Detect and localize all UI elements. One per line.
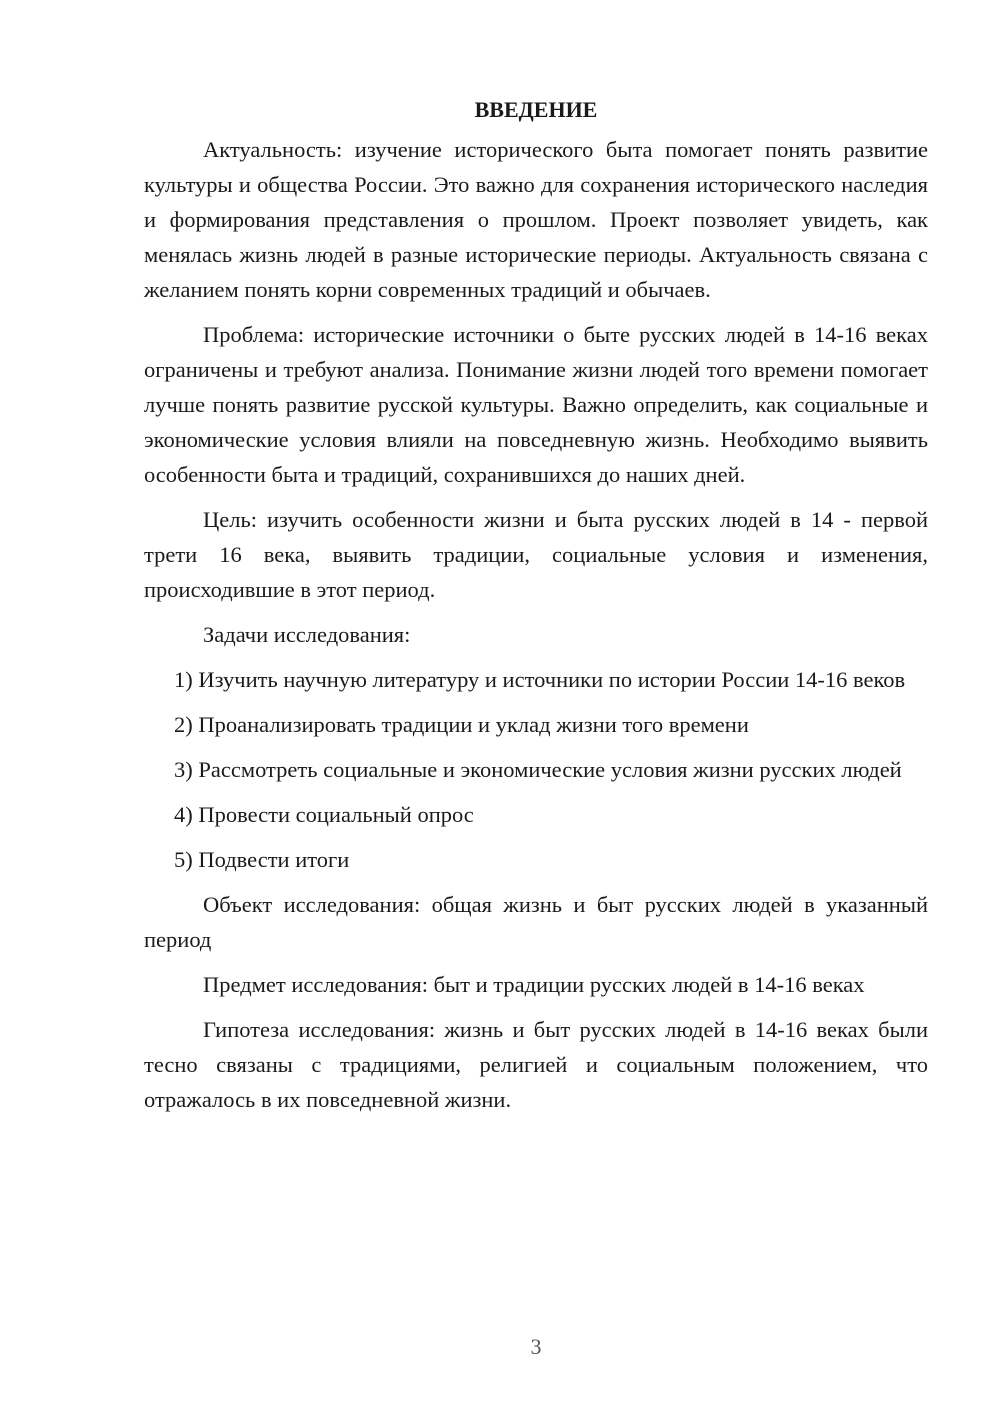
paragraph-goal: Цель: изучить особенности жизни и быта русских людей в 14 - первой трети 16 века, выявить традиции, социальные условия и изменения, происходившие в этот период. [144,507,928,602]
paragraph-subject: Предмет исследования: быт и традиции русских людей в 14-16 веках [203,972,865,997]
tasks-heading: Задачи исследования: [203,622,411,647]
section-title: ВВЕДЕНИЕ [474,97,598,122]
paragraph-object: Объект исследования: общая жизнь и быт русских людей в указанный период [144,892,928,952]
page-number: 3 [530,1334,542,1359]
document-page [144,92,928,1127]
paragraph-relevance: Актуальность: изучение исторического быта помогает понять развитие культуры и общества России. Это важно для сохранения исторического наследия и формирования представления о прошлом. Проект позволяет увидеть, как менялась жизнь людей в разные исторические периоды. Актуальность связана с желанием понять корни современных традиций и обычаев. [144,137,928,302]
tasks-list [144,662,928,877]
paragraph-problem: Проблема: исторические источники о быте русских людей в 14-16 веках ограничены и требуют анализа. Понимание жизни людей того времени помогает лучше понять развитие русской культуры. Важно определить, как социальные и экономические условия влияли на повседневную жизнь. Необходимо выявить особенности быта и традиций, сохранившихся до наших дней. [144,322,928,487]
list-item: 1) Изучить научную литературу и источники по истории России 14-16 веков [174,667,906,692]
paragraph-hypothesis: Гипотеза исследования: жизнь и быт русских людей в 14-16 веках были тесно связаны с традициями, религией и социальным положением, что отражалось в их повседневной жизни. [144,1017,928,1112]
list-item: 5) Подвести итоги [174,847,350,872]
list-item: 3) Рассмотреть социальные и экономические условия жизни русских людей [174,757,902,782]
list-item: 4) Провести социальный опрос [174,802,474,827]
list-item: 2) Проанализировать традиции и уклад жизни того времени [174,712,749,737]
